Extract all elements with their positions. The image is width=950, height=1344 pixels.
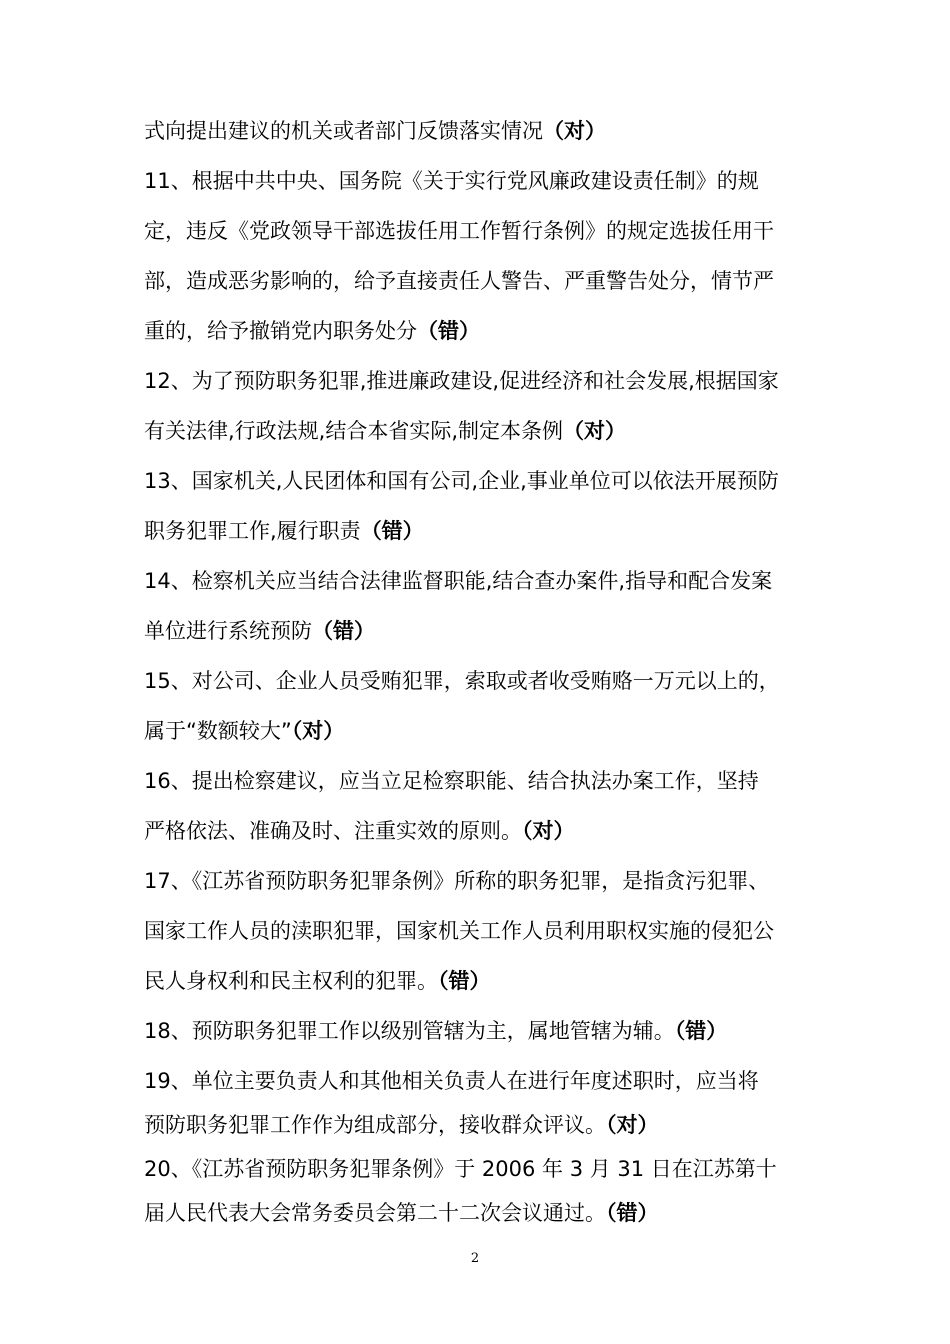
- text-line: [144, 606, 814, 656]
- text-line: [144, 1006, 814, 1056]
- line-text: 部，造成恶劣影响的，给予直接责任人警告、严重警告处分，情节严: [144, 269, 774, 293]
- answer-mark: （对）: [606, 1113, 659, 1137]
- line-text: 11、根据中共中央、国务院《关于实行党风廉政建设责任制》的规: [144, 169, 759, 193]
- text-line: [144, 156, 814, 206]
- line-text: 定，违反《党政领导干部选拔任用工作暂行条例》的规定选拔任用干: [144, 219, 774, 243]
- text-line: [144, 306, 814, 356]
- text-line: [144, 206, 814, 256]
- text-line: [144, 1106, 814, 1144]
- line-text: 民人身权利和民主权利的犯罪。: [144, 969, 438, 993]
- answer-mark: （错）: [417, 319, 480, 343]
- answer-mark: （错）: [606, 1201, 659, 1225]
- text-line: [144, 956, 814, 1006]
- line-text: 18、预防职务犯罪工作以级别管辖为主，属地管辖为辅。: [144, 1019, 675, 1043]
- line-text: 单位进行系统预防: [144, 619, 312, 643]
- line-text: 14、检察机关应当结合法律监督职能,结合查办案件,指导和配合发案: [144, 569, 773, 593]
- text-line: [144, 106, 814, 156]
- answer-mark: （对）: [563, 419, 627, 443]
- text-line: [144, 256, 814, 306]
- text-line: [144, 506, 814, 556]
- line-text: 17、《江苏省预防职务犯罪条例》所称的职务犯罪，是指贪污犯罪、: [144, 869, 770, 893]
- text-line: [144, 656, 814, 706]
- line-text: 届人民代表大会常务委员会第二十二次会议通过。: [144, 1201, 606, 1225]
- line-text: 严格依法、准确及时、注重实效的原则。: [144, 819, 522, 843]
- text-line: [144, 806, 814, 856]
- line-text: 重的，给予撤销党内职务处分: [144, 319, 417, 343]
- line-text: 13、国家机关,人民团体和国有公司,企业,事业单位可以依法开展预防: [144, 469, 779, 493]
- line-text: 16、提出检察建议，应当立足检察职能、结合执法办案工作，坚持: [144, 769, 759, 793]
- line-text: 式向提出建议的机关或者部门反馈落实情况: [144, 119, 543, 143]
- line-text: 12、为了预防职务犯罪,推进廉政建设,促进经济和社会发展,根据国家: [144, 369, 779, 393]
- text-line: [144, 856, 814, 906]
- answer-mark: （错）: [438, 969, 491, 993]
- document-body: [144, 106, 814, 1232]
- line-text: 国家工作人员的渎职犯罪，国家机关工作人员利用职权实施的侵犯公: [144, 919, 774, 943]
- line-text: 有关法律,行政法规,结合本省实际,制定本条例: [144, 419, 564, 443]
- text-line: [144, 906, 814, 956]
- line-text: 预防职务犯罪工作作为组成部分，接收群众评议。: [144, 1113, 606, 1137]
- text-line: [144, 1144, 814, 1194]
- line-text: 属于“数额较大”: [144, 719, 292, 743]
- answer-mark: （对）: [522, 819, 575, 843]
- answer-mark: （错）: [312, 619, 375, 643]
- answer-mark: （对）: [543, 119, 606, 143]
- text-line: [144, 1194, 814, 1232]
- page-number: 2: [470, 1251, 480, 1266]
- text-line: [144, 756, 814, 806]
- text-line: [144, 556, 814, 606]
- text-line: [144, 1056, 814, 1106]
- line-text: 职务犯罪工作,履行职责: [144, 519, 361, 543]
- answer-mark: （错）: [360, 519, 424, 543]
- line-text: 19、单位主要负责人和其他相关负责人在进行年度述职时，应当将: [144, 1069, 759, 1093]
- line-text: 15、对公司、企业人员受贿犯罪，索取或者收受贿赂一万元以上的，: [144, 669, 780, 693]
- text-line: [144, 406, 814, 456]
- line-text: 20、《江苏省预防职务犯罪条例》于 2006 年 3 月 31 日在江苏第十: [144, 1157, 777, 1181]
- answer-mark: （对）: [291, 719, 345, 743]
- text-line: [144, 456, 814, 506]
- text-line: [144, 706, 814, 756]
- text-line: [144, 356, 814, 406]
- answer-mark: （错）: [674, 1019, 728, 1043]
